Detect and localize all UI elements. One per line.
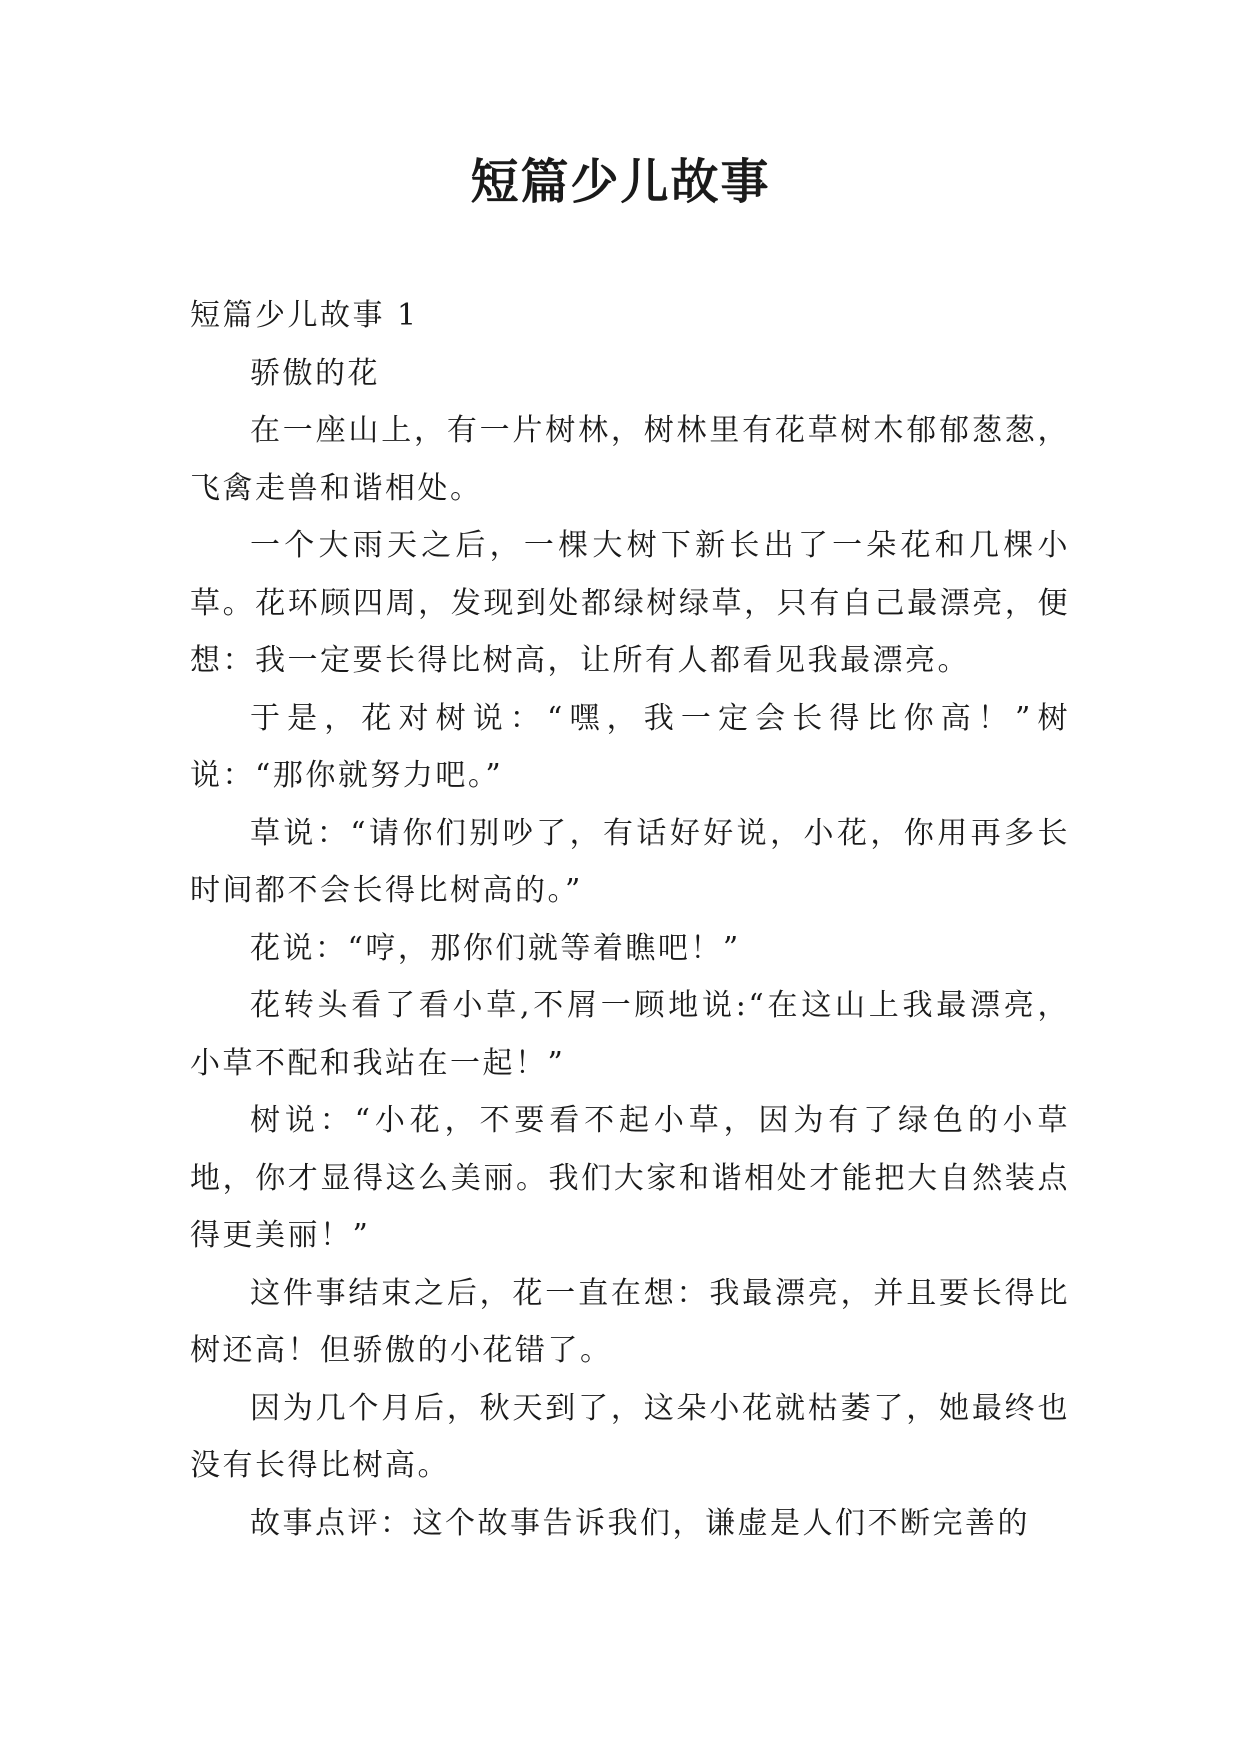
paragraph: 这件事结束之后，花一直在想：我最漂亮，并且要长得比树还高！但骄傲的小花错了。 <box>190 1275 1070 1368</box>
paragraph: 因为几个月后，秋天到了，这朵小花就枯萎了，她最终也没有长得比树高。 <box>190 1390 1070 1483</box>
document-title: 短篇少儿故事 <box>470 154 771 210</box>
document-body <box>190 287 1070 1552</box>
paragraph: 故事点评：这个故事告诉我们，谦虚是人们不断完善的 <box>250 1505 1030 1541</box>
story-title: 骄傲的花 <box>250 355 380 391</box>
section-heading: 短篇少儿故事 1 <box>190 298 419 333</box>
paragraph: 花转头看了看小草,不屑一顾地说:“在这山上我最漂亮，小草不配和我站在一起！” <box>190 988 1070 1081</box>
paragraph: 一个大雨天之后，一棵大树下新长出了一朵花和几棵小草。花环顾四周，发现到处都绿树绿草，只有自己最漂亮，便想：我一定要长得比树高，让所有人都看见我最漂亮。 <box>190 528 1070 678</box>
paragraph: 于是，花对树说：“嘿，我一定会长得比你高！”树说：“那你就努力吧。” <box>190 700 1070 793</box>
paragraph: 花说：“哼，那你们就等着瞧吧！” <box>250 930 741 966</box>
paragraph: 草说：“请你们别吵了，有话好好说，小花，你用再多长时间都不会长得比树高的。” <box>190 815 1070 908</box>
paragraph: 树说：“小花，不要看不起小草，因为有了绿色的小草地，你才显得这么美丽。我们大家和谐相处才能把大自然装点得更美丽！” <box>190 1103 1070 1253</box>
paragraph: 在一座山上，有一片树林，树林里有花草树木郁郁葱葱，飞禽走兽和谐相处。 <box>190 413 1070 506</box>
